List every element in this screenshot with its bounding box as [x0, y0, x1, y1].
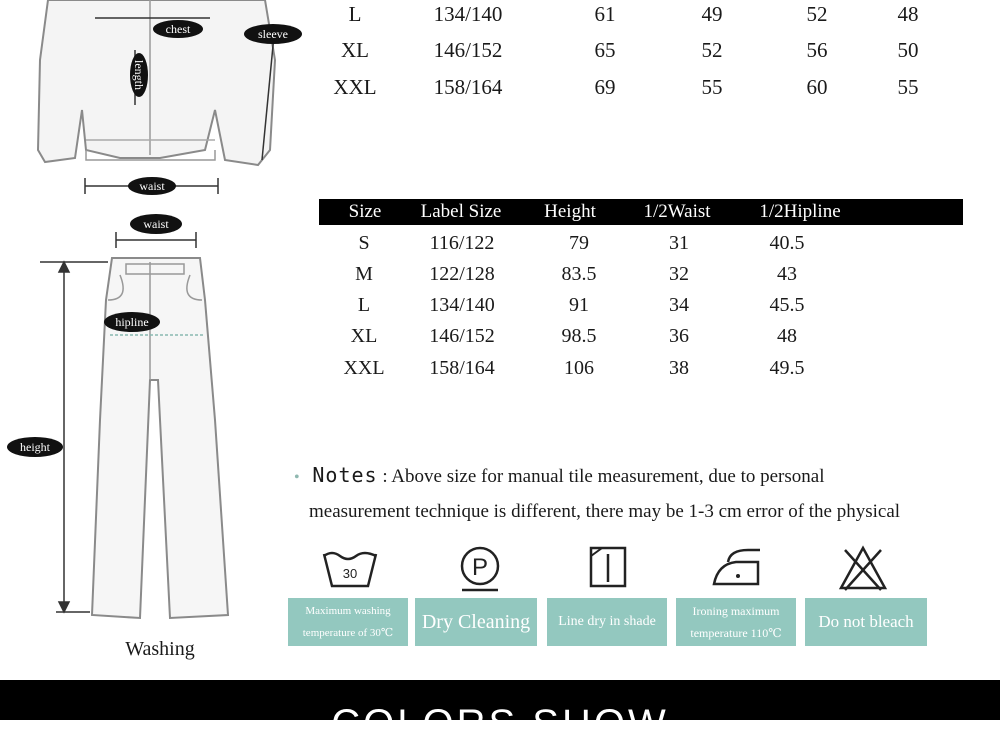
- wash-30-icon: [320, 544, 380, 594]
- pants-cell: 34: [669, 294, 689, 316]
- jacket-cell: 60: [806, 75, 828, 99]
- notes-bullet: •: [294, 469, 300, 486]
- pants-cell: 106: [564, 357, 594, 379]
- pants-cell: 31: [669, 232, 689, 254]
- jacket-cell: 61: [594, 2, 616, 26]
- care-label-iron-text: Ironing maximum temperature 110℃: [690, 604, 782, 640]
- svg-text:hipline: hipline: [115, 315, 149, 329]
- pants-cell: 158/164: [429, 357, 495, 379]
- jacket-cell: 48: [897, 2, 919, 26]
- jacket-cell: 134/140: [433, 2, 503, 26]
- line-dry-shade-icon: [578, 544, 638, 594]
- garment-illustration: [0, 0, 300, 680]
- pants-cell: 38: [669, 357, 689, 379]
- jacket-cell: 52: [806, 2, 828, 26]
- notes-section: [294, 463, 994, 523]
- colors-show-banner: [0, 680, 1000, 746]
- label-chest: [153, 20, 203, 38]
- svg-text:P: P: [471, 554, 489, 581]
- pants-cell: 116/122: [429, 232, 495, 254]
- pants-drawing: [92, 258, 228, 618]
- pants-cell: 91: [569, 294, 589, 316]
- jacket-cell: 158/164: [433, 75, 503, 99]
- pants-cell: L: [357, 294, 371, 316]
- jacket-cell: 55: [897, 75, 919, 99]
- measurement-diagram: [0, 0, 300, 680]
- jacket-cell: 49: [701, 2, 723, 26]
- pants-cell: 83.5: [561, 263, 597, 285]
- jacket-cell: 65: [594, 38, 616, 62]
- notes-label: Notes: [312, 463, 378, 487]
- care-label-no-bleach: [805, 598, 927, 646]
- pants-cell: 36: [669, 325, 689, 347]
- jacket-cell: 56: [806, 38, 828, 62]
- pants-cell: 146/152: [429, 325, 495, 347]
- pants-cell: 45.5: [769, 294, 805, 316]
- header-half-waist: 1/2Waist: [643, 201, 711, 222]
- jacket-cell: L: [348, 2, 362, 26]
- header-label-size: Label Size: [420, 201, 502, 222]
- header-height: Height: [544, 201, 596, 222]
- care-label-no-bleach-text: Do not bleach: [818, 612, 914, 631]
- pants-cell: 43: [777, 263, 797, 285]
- svg-text:waist: waist: [139, 179, 165, 193]
- pants-cell: XL: [350, 325, 378, 347]
- pants-cell: 134/140: [429, 294, 495, 316]
- pants-cell: M: [355, 263, 373, 285]
- jacket-cell: 146/152: [433, 38, 503, 62]
- colors-show-title: COLORS SHOW: [331, 702, 669, 746]
- pants-cell: 40.5: [769, 232, 805, 254]
- pants-table-header: [319, 199, 963, 225]
- label-sleeve: [244, 24, 302, 44]
- pants-cell: XXL: [343, 357, 385, 379]
- care-label-dry-clean-text: Dry Cleaning: [421, 610, 531, 633]
- label-hipline: [104, 312, 160, 332]
- pants-cell: 32: [669, 263, 689, 285]
- no-bleach-icon: [833, 544, 893, 594]
- svg-text:30: 30: [342, 566, 358, 581]
- svg-text:chest: chest: [165, 22, 191, 36]
- notes-line-2: measurement technique is different, there may be 1-3 cm error of the physical: [309, 501, 901, 522]
- svg-text:length: length: [132, 60, 146, 90]
- svg-text:sleeve: sleeve: [258, 27, 288, 41]
- jacket-cell: 52: [701, 38, 723, 62]
- jacket-cell: XL: [341, 38, 369, 62]
- care-label-wash: [288, 598, 408, 646]
- label-height: [7, 437, 63, 457]
- pants-cell: 79: [569, 232, 589, 254]
- pants-cell: 122/128: [429, 263, 495, 285]
- notes-text-1: : Above size for manual tile measurement, due to personal: [377, 466, 825, 487]
- care-label-dry-clean: [415, 598, 537, 646]
- care-label-line-dry-text: Line dry in shade: [558, 614, 656, 629]
- jacket-cell: 50: [897, 38, 919, 62]
- iron-icon: [708, 544, 768, 594]
- care-label-iron: [676, 598, 796, 646]
- washing-caption: Washing: [125, 638, 195, 660]
- header-half-hipline: 1/2Hipline: [759, 201, 841, 222]
- pants-cell: 98.5: [561, 325, 597, 347]
- jacket-cell: XXL: [333, 75, 377, 99]
- svg-text:height: height: [20, 440, 50, 454]
- label-jacket-waist: [128, 177, 176, 195]
- header-size: Size: [348, 201, 382, 222]
- pants-cell: 48: [777, 325, 797, 347]
- label-pants-waist: [130, 214, 182, 234]
- label-length: [130, 53, 148, 97]
- jacket-cell: 55: [701, 75, 723, 99]
- care-label-wash-text: Maximum washing temperature of 30℃: [302, 605, 394, 639]
- pants-cell: 49.5: [769, 357, 805, 379]
- pants-cell: S: [358, 232, 370, 254]
- jacket-cell: 69: [594, 75, 616, 99]
- care-label-line-dry: [547, 598, 667, 646]
- svg-text:waist: waist: [143, 217, 169, 231]
- dry-clean-p-icon: [450, 544, 510, 594]
- notes-line-1: [294, 463, 994, 488]
